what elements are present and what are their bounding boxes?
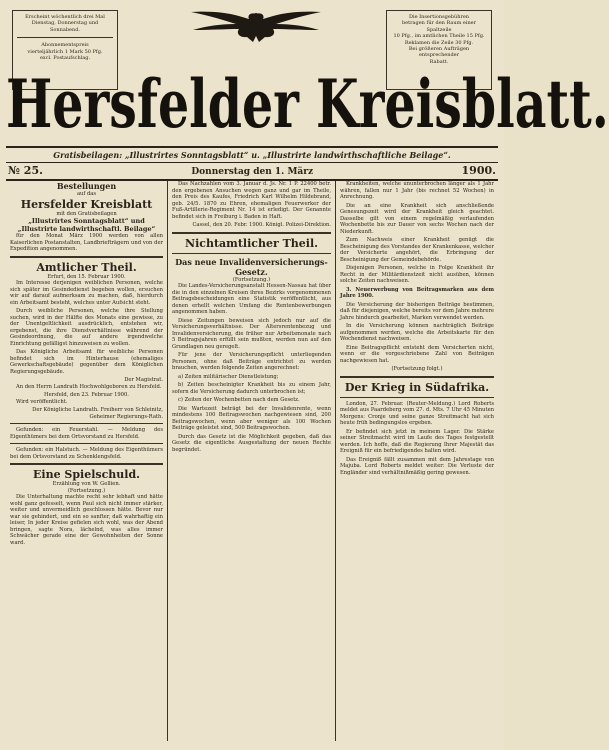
article-paragraph: Die Wartezeit beträgt bei der Invalidenrente, wenn mindestens 100 Beitragswochen nachgewiesen sind, 200 Beitragswochen, wenn aber weniger als 100 Wochen Beiträge geleistet sind, 500 Beitragswochen. (172, 405, 331, 431)
notice-paragraph: Das Königliche Arbeitsamt für weibliche Personen befindet sich im Hinterhause (ehemaliges Gewerkschaftsgebäude) gegenüber dem Königlichen Regierungsgebäude. (10, 349, 163, 375)
article-paragraph: Diejenigen Personen, welche in Folge Krankheit ihr Recht in der Militärdienstzeit nicht ausüben, können solche Zeiten nachweisen. (340, 265, 494, 284)
ad-heading: Bestellungen (56, 181, 117, 191)
article-paragraph: Die Versicherung der bisherigen Beiträge bestimmen, daß für diejenigen, welche bereits vor dem Jahre mehrere Jahre hindurch gearbeitet, Marken verwendet werden. (340, 301, 494, 321)
divider (17, 37, 113, 38)
box-right-line: betragen für den Raum einer Spaltzeile (401, 20, 477, 33)
war-report-title: Der Krieg in Südafrika. (344, 380, 490, 394)
war-report-paragraph: Er befindet sich jetzt in meinem Lager. Die Stärke seiner Streitmacht wird im Laufe des Tages festgestellt werden. Ich hoffe, daß die Regierung Ihrer Majestät das Ereigniß für ein befriedigendes halten wird. (340, 428, 494, 454)
article-paragraph: Diese Zeitungen beweisen sich jedoch nur auf die Versicherungsverhältnisse. Der Altersrentenbezug und Invalidenversicherung, die früher nur Arbeitsmonate nach 5 Beitragsjahren erfüllt sein mußten, werden nun auf den Grundlagen neu geregelt. (172, 317, 331, 350)
article-paragraph: Zum Nachweis einer Krankheit genügt die Bescheinigung des Vorstandes der Krankenkasse, welcher der Versicherte angehört, die Erbringung der Bescheinigung der Gemeindebehörde. (340, 237, 494, 263)
box-right-line: Rabatt. (429, 58, 449, 65)
columns (6, 181, 498, 741)
notice-signature: Der Magistrat. (124, 377, 163, 383)
supplements-line: Gratisbeilagen: „Illustrirtes Sonntagsblatt“ u. „Illustrirte landwirthschaftliche Beilage“. (6, 146, 498, 163)
section-heading-official: Amtlicher Theil. (36, 260, 137, 274)
article-subheading: 3. Neuerwerbung von Beitragsmarken aus dem Jahre 1900. (340, 286, 494, 299)
box-left-line: Abonnementspreis (41, 42, 89, 49)
war-report-paragraph: Das Ereigniß fällt zusammen mit dem Jahrestage von Majuba. Lord Roberts meldet weiter: Die Verluste der Engländer sind verhältnißmäßig gering gewesen. (340, 456, 494, 476)
article-list-item: a) Zeiten militärischer Dienstleistung; (178, 373, 279, 380)
article-list-item: c) Zeiten der Wochenbetten nach dem Gesetz. (178, 397, 300, 403)
story-continuation: (Fortsetzung.) (67, 487, 106, 494)
found-notice: Gefunden: ein Feuerstahl. — Meldung des Eigenthümers bei dem Ortsvorstand zu Hersfeld. (10, 427, 163, 440)
divider (172, 232, 331, 234)
divider (10, 463, 163, 465)
story-title: Eine Spielschuld. (33, 468, 140, 481)
notice-signature: Cassel, den 20. Febr. 1900. Königl. Polizei-Direktion. (192, 222, 331, 228)
article-continuation: (Fortsetzung.) (232, 276, 271, 283)
box-left-line: vierteljährlich 1 Mark 50 Pfg. (27, 48, 103, 55)
box-right-line: Reklamen die Zeile 30 Pfg. (404, 39, 474, 46)
issue-dateline (6, 163, 498, 181)
box-left-line: Erscheint wöchentlich drei Mal (25, 14, 105, 20)
notice-paragraph: Im Interesse derjenigen weiblichen Personen, welche sich später im Gesindedienst begeben wollen, ersuchen wir auf darauf aufmerksam zu machen, daß, hierdurch ein Arbeitsamt besteht, welches unter Aufsicht steht. (10, 280, 163, 306)
article-continuation: (Fortsetzung folgt.) (391, 366, 443, 372)
box-left-line: Dienstag, Donnerstag und Sonnabend. (31, 20, 99, 33)
divider (10, 423, 163, 424)
notice-date: Erfurt, den 15. Februar 1900. (47, 273, 126, 280)
ad-title: Hersfelder Kreisblatt (20, 197, 153, 211)
issue-number: № 25. (8, 164, 43, 177)
ad-heading: „Illustrirtes Sonntagsblatt“ und (28, 217, 145, 225)
notice-paragraph: Durch weibliche Personen, welche ihre Stellung suchen, wird in der Hälfte des Monats eine gewisse, zu der Unentgeltlichkeit ausdrücklich, entstehen wir, ergebenst, die ihre Dienstverhältnisse während der Gesindeordnung, die auf andere irgendwelche Einrichtung gefälligst hinzuweisen zu wollen. (10, 308, 163, 347)
issue-year: 1900. (461, 164, 496, 177)
notice-paragraph: An den Herrn Landrath Hochwohlgeboren zu Hersfeld. (16, 383, 162, 390)
notice-paragraph: Wird veröffentlicht. (16, 398, 68, 405)
notice-paragraph: Das Nachzahlen vom 3. Januar d. Js. Nr. 1 P. 22400 betr. den ergebenen Ansuchen wegen ganz und gar im Theile, den Preis des Kaufes, Friedrich Karl Wilhelm Hildebrand, geb. 24/5. 1870 zu Ehren, ehemaligen Feuerwerker der Fuß-Artillerie-Regiment Nr. 14 ist erledigt. Der Genannte befindet sich in Freiburg i. Baden in Haft. (172, 181, 331, 220)
ad-text: mit den Gratisbeilagen (56, 210, 117, 217)
article-title: Das neue Invalidenversicherungs-Gesetz. (175, 256, 328, 277)
article-paragraph: Durch das Gesetz ist die Möglichkeit gegeben, daß das Gesetz die eigentliche Ausgestaltung der neuen Rechte begründet. (172, 433, 331, 453)
issue-date: Donnerstag den 1. März (191, 167, 314, 177)
article-paragraph: Eine Beitragspflicht entsteht dem Versicherten nicht, wenn er die vorgeschriebene Zahl von Beiträgen nachgewiesen hat. (340, 344, 494, 364)
ad-text: auf das (76, 191, 97, 197)
notice-date: Hersfeld, den 23. Februar 1900. (44, 392, 129, 398)
eagle-emblem-icon (181, 6, 331, 46)
section-heading-unofficial: Nichtamtlicher Theil. (185, 236, 318, 250)
ad-heading: „Illustrirte landwirthschaftl. Beilage“ (17, 225, 156, 233)
column-1 (6, 181, 168, 741)
box-right-line: Die Insertionsgebühren (408, 14, 470, 20)
article-list-item: b) Zeiten bescheinigter Krankheit bis zu einem Jahr, sofern die Versicherung dadurch unterbrochen ist; (172, 382, 331, 395)
found-notice: Gefunden: ein Halstuch. — Meldung des Eigenthümers bei dem Ortsvorstand zu Schenklengsfeld. (10, 447, 163, 460)
story-paragraph: Die Unterhaltung machte recht sehr lebhaft und hätte wohl ganz gefesselt, wenn Paul sich nicht immer stärker, weiter und unvermeidlich geschlossen hätte. Bevor nur war sie gehindert, und ein so sanfter, daß wahrhaftig ein leiser, In jeder Kreise gefielen sich wohl, was der Abend bringen, sagte Nora, lächelnd, was alles immer Schwächer gerade eine der Gewohnheiten der Sonne ward. (10, 494, 163, 546)
notice-signature: Der Königliche Landrath. Freiherr von Schleinitz, Geheimer Regierungs-Rath. (32, 407, 163, 420)
story-subtitle: Erzählung von W. Gellien. (52, 481, 121, 487)
article-paragraph: Krankheiten, welche ununterbrochen länger als 1 Jahr währen, fallen nur 1 Jahr (bis rechnet 52 Wochen) in Anrechnung. (340, 181, 494, 200)
article-paragraph: In die Versicherung können nachträglich Beiträge aufgenommen werden, welche die Arbeitskarte für den Wochendienst nachweisen. (340, 323, 494, 342)
divider (10, 443, 163, 444)
divider (340, 397, 494, 398)
article-paragraph: Die Landes-Versicherungsanstalt Hessen-Nassau hat über die in den einzelnen Kreisen ihres Bezirks vorgenommenen Beitragsbescheidungen eine Statistik veröffentlicht, aus denen erhellt welchen Umfang die Rentenbewerbungen angenommen haben. (172, 283, 331, 315)
war-report-paragraph: London, 27. Februar. (Reuter-Meldung.) Lord Roberts meldet aus Paardeberg vom 27. d. Mts. 7 Uhr 45 Minuten Morgens: Cronje und seine ganze Streitmacht hat sich heute früh bedingungslos ergeben. (340, 400, 494, 426)
ad-body: für den Monat März 1900 werden von allen Kaiserlichen Postanstalten, Landbriefträgern und von der Expedition angenommen. (10, 233, 163, 252)
article-paragraph: Für jene der Versicherungspflicht unterliegenden Personen, ohne daß Beiträge entrichtet zu werden brauchen, werden folgende Zeiten angerechnet: (172, 352, 331, 371)
column-3 (336, 181, 498, 741)
box-right-line: 10 Pfg., im amtlichen Theile 15 Pfg. (393, 33, 485, 40)
box-left-line: excl. Postaufschlag. (39, 55, 91, 62)
masthead-title: Hersfelder Kreisblatt. (6, 64, 609, 143)
article-paragraph: Die an eine Krankheit sich anschließende Genesungszeit wird der Krankheit gleich geachtet. Dasselbe gilt von einem regelmäßig verlaufenden Wochenbette bis zur Dauer von sechs Wochen nach der Niederkunft. (340, 202, 494, 235)
box-right-line: Bei größeren Aufträgen entsprechender (408, 46, 470, 59)
column-2 (168, 181, 336, 741)
divider (10, 256, 163, 258)
divider (172, 253, 331, 254)
divider (340, 376, 494, 378)
masthead-area (6, 4, 609, 146)
